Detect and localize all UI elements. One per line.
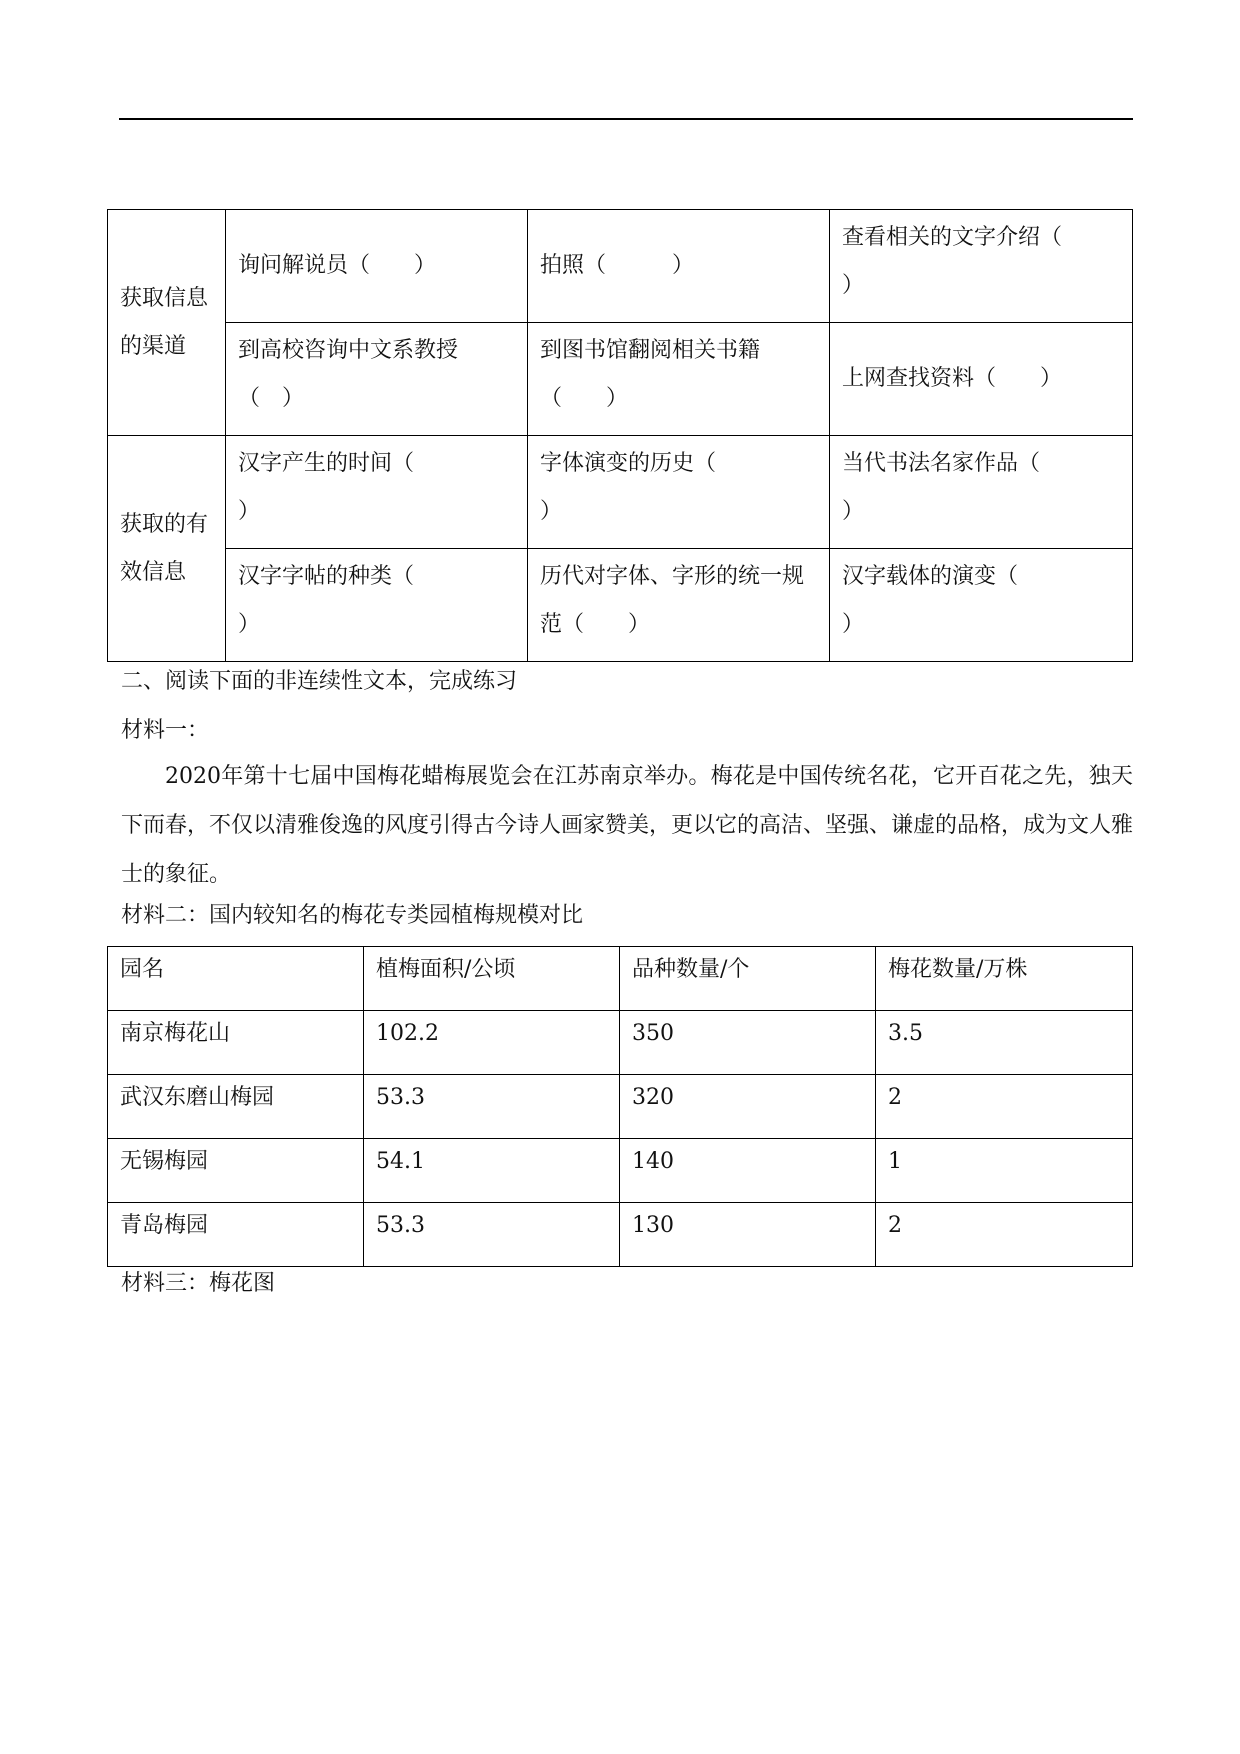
- table-cell: 青岛梅园: [108, 1203, 364, 1267]
- table-cell: 53.3: [364, 1203, 620, 1267]
- table-cell: 140: [620, 1139, 876, 1203]
- table-cell: 2: [876, 1203, 1133, 1267]
- table-cell: 102.2: [364, 1011, 620, 1075]
- column-header: 园名: [108, 947, 364, 1011]
- material2-label: 材料二：国内较知名的梅花专类园植梅规模对比: [121, 903, 584, 928]
- table-cell: 54.1: [364, 1139, 620, 1203]
- table-cell: 无锡梅园: [108, 1139, 364, 1203]
- table-row: [108, 323, 1133, 436]
- table-cell: 53.3: [364, 1075, 620, 1139]
- option-cell[interactable]: 查看相关的文字介绍（ ）: [830, 210, 1133, 323]
- option-cell[interactable]: 拍照（ ）: [528, 210, 830, 323]
- option-cell[interactable]: 汉字产生的时间（ ）: [226, 436, 528, 549]
- option-cell[interactable]: 到高校咨询中文系教授 （ ）: [226, 323, 528, 436]
- table-cell: 1: [876, 1139, 1133, 1203]
- table-row: [108, 210, 1133, 323]
- material1-text: 2020年第十七届中国梅花蜡梅展览会在江苏南京举办。梅花是中国传统名花，它开百花之先，独天下而春，不仅以清雅俊逸的风度引得古今诗人画家赞美，更以它的高洁、坚强、谦虚的品格，成为文人雅士的象征。: [121, 764, 1134, 887]
- table-cell: 南京梅花山: [108, 1011, 364, 1075]
- table-row: [108, 549, 1133, 662]
- option-cell[interactable]: 汉字字帖的种类（ ）: [226, 549, 528, 662]
- section-heading: 二、阅读下面的非连续性文本，完成练习: [121, 669, 518, 694]
- info-channel-table: [107, 209, 1133, 662]
- table-cell: 350: [620, 1011, 876, 1075]
- header-rule: [119, 118, 1133, 120]
- option-cell[interactable]: 到图书馆翻阅相关书籍 （ ）: [528, 323, 830, 436]
- row-header-channels: 获取信息的渠道: [108, 210, 226, 436]
- table-cell: 2: [876, 1075, 1133, 1139]
- option-cell[interactable]: 当代书法名家作品（ ）: [830, 436, 1133, 549]
- table-header-row: [108, 947, 1133, 1011]
- option-cell[interactable]: 询问解说员（ ）: [226, 210, 528, 323]
- table-row: [108, 1139, 1133, 1203]
- table-row: [108, 436, 1133, 549]
- table-row: [108, 1203, 1133, 1267]
- table-cell: 武汉东磨山梅园: [108, 1075, 364, 1139]
- row-header-effective-info: 获取的有效信息: [108, 436, 226, 662]
- column-header: 品种数量/个: [620, 947, 876, 1011]
- table-row: [108, 1011, 1133, 1075]
- table-row: [108, 1075, 1133, 1139]
- option-cell[interactable]: 历代对字体、字形的统一规范（ ）: [528, 549, 830, 662]
- plum-garden-table: [107, 946, 1133, 1267]
- table-cell: 3.5: [876, 1011, 1133, 1075]
- column-header: 梅花数量/万株: [876, 947, 1133, 1011]
- table-cell: 130: [620, 1203, 876, 1267]
- option-cell[interactable]: 上网查找资料（ ）: [830, 323, 1133, 436]
- option-cell[interactable]: 字体演变的历史（ ）: [528, 436, 830, 549]
- column-header: 植梅面积/公顷: [364, 947, 620, 1011]
- material3-label: 材料三：梅花图: [121, 1271, 276, 1296]
- option-cell[interactable]: 汉字载体的演变（ ）: [830, 549, 1133, 662]
- table-cell: 320: [620, 1075, 876, 1139]
- material1-label: 材料一：: [121, 718, 210, 743]
